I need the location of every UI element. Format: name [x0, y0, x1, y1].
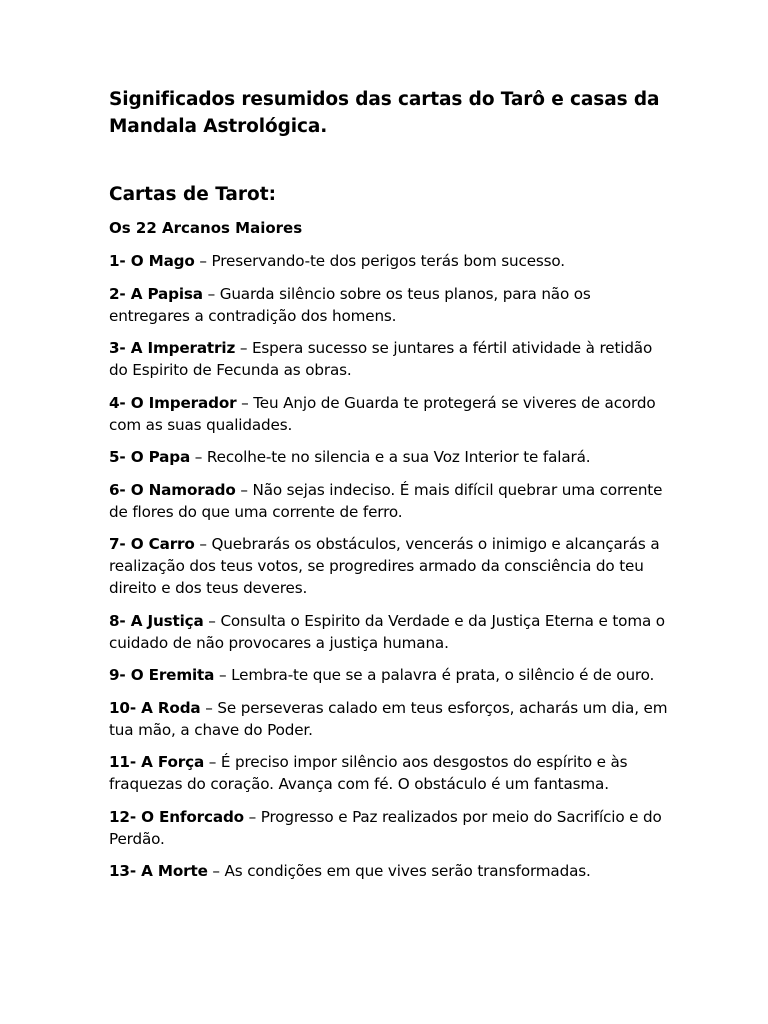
card-item	[109, 860, 669, 882]
card-name: 2- A Papisa	[109, 284, 203, 303]
card-name: 8- A Justiça	[109, 611, 204, 630]
card-separator: –	[200, 698, 218, 717]
card-item	[109, 479, 669, 523]
card-separator: –	[202, 284, 220, 303]
card-meaning: Espera sucesso se juntares a fértil atividade à retidão do Espirito de Fecunda as obras.	[109, 339, 653, 379]
card-separator: –	[207, 862, 225, 880]
card-meaning: Lembra-te que se a palavra é prata, o silêncio é de ouro.	[231, 666, 655, 684]
card-meaning: Preservando-te dos perigos terás bom sucesso.	[211, 252, 565, 270]
card-separator: –	[235, 339, 252, 357]
card-separator: –	[194, 252, 212, 270]
card-meaning: Se perseveras calado em teus esforços, acharás um dia, em tua mão, a chave do Poder.	[109, 698, 668, 739]
card-separator: –	[190, 448, 207, 466]
card-meaning: Não sejas indeciso. É mais difícil quebrar uma corrente de flores do que uma corrente de ferro.	[109, 480, 663, 521]
card-item	[109, 610, 669, 654]
card-item	[109, 697, 669, 741]
document-title: Significados resumidos das cartas do Tarô e casas da Mandala Astrológica.	[109, 89, 660, 137]
card-separator: –	[235, 480, 253, 499]
card-separator: –	[194, 535, 212, 553]
card-item	[109, 250, 669, 272]
card-name: 11- A Força	[109, 753, 205, 771]
section-title: Cartas de Tarot:	[109, 184, 276, 205]
card-item	[109, 337, 669, 381]
card-name: 5- O Papa	[109, 448, 191, 466]
card-name: 4- O Imperador	[109, 393, 237, 412]
card-item	[109, 392, 669, 436]
card-name: 13- A Morte	[109, 862, 208, 880]
card-item	[109, 283, 669, 327]
card-meaning: Teu Anjo de Guarda te protegerá se viveres de acordo com as suas qualidades.	[109, 393, 656, 434]
card-meaning: Recolhe-te no silencia e a sua Voz Interior te falará.	[206, 448, 591, 466]
card-item	[109, 806, 669, 850]
card-separator: –	[203, 611, 221, 630]
card-name: 6- O Namorado	[109, 480, 236, 499]
card-item	[109, 664, 669, 686]
card-list	[109, 250, 669, 882]
card-separator: –	[214, 666, 232, 684]
document-page	[109, 86, 669, 893]
card-name: 12- O Enforcado	[109, 807, 244, 826]
card-meaning: É preciso impor silêncio aos desgostos do espírito e às fraquezas do coração. Avança com fé. O obstáculo é um fantasma.	[109, 753, 628, 793]
card-item	[109, 446, 669, 468]
card-item	[109, 751, 669, 795]
card-item	[109, 533, 669, 599]
card-meaning: Quebrarás os obstáculos, vencerás o inimigo e alcançarás a realização dos teus votos, se progredires armado da consciência do teu direito e dos teus deveres.	[109, 535, 660, 597]
card-separator: –	[236, 393, 254, 412]
card-meaning: Guarda silêncio sobre os teus planos, para não os entregares a contradição dos homens.	[109, 284, 591, 325]
card-name: 10- A Roda	[109, 698, 201, 717]
card-name: 7- O Carro	[109, 535, 195, 553]
card-meaning: Consulta o Espirito da Verdade e da Justiça Eterna e toma o cuidado de não provocares a justiça humana.	[109, 611, 665, 652]
card-separator: –	[204, 753, 221, 771]
subsection-title: Os 22 Arcanos Maiores	[109, 219, 303, 237]
card-separator: –	[243, 807, 261, 826]
card-name: 3- A Imperatriz	[109, 339, 236, 357]
card-name: 9- O Eremita	[109, 666, 215, 684]
card-meaning: Progresso e Paz realizados por meio do Sacrifício e do Perdão.	[109, 807, 662, 848]
card-meaning: As condições em que vives serão transformadas.	[224, 862, 591, 880]
card-name: 1- O Mago	[109, 252, 195, 270]
